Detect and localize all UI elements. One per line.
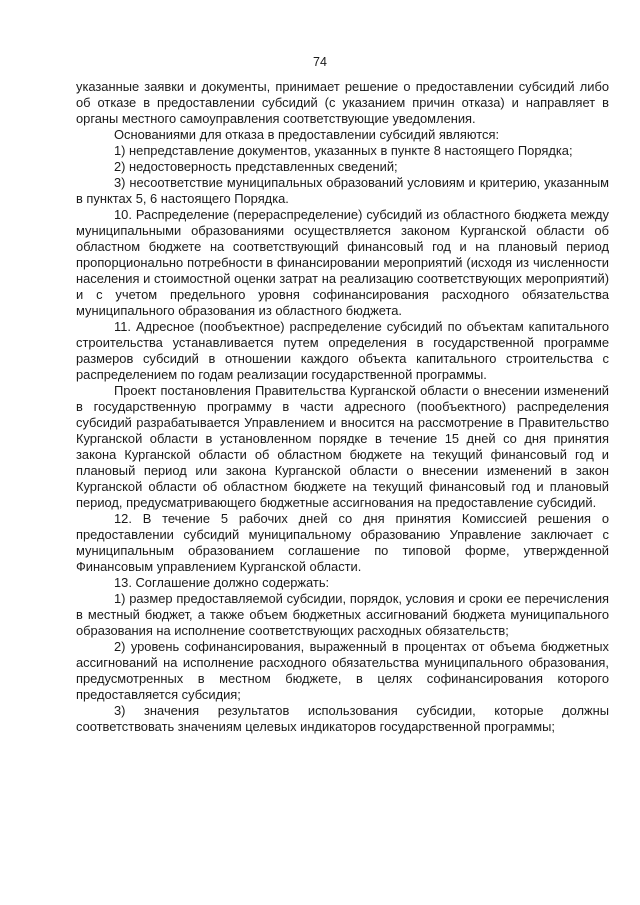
- paragraph-refusal-item-3: 3) несоответствие муниципальных образований условиям и критерию, указанным в пунктах 5, 6 настоящего Порядка.: [76, 175, 609, 206]
- paragraph-refusal-grounds: Основаниями для отказа в предоставлении субсидий являются:: [114, 127, 500, 142]
- paragraph-refusal-item-2: 2) недостоверность представленных сведений;: [114, 159, 398, 174]
- paragraph-clause-12: 12. В течение 5 рабочих дней со дня принятия Комиссией решения о предоставлении субсидий муниципальному образованию Управление заключает с муниципальным образованием соглашение по типовой форме, утвержденной Финансовым управлением Курганской области.: [76, 511, 609, 574]
- paragraph-refusal-item-1: 1) непредставление документов, указанных в пункте 8 настоящего Порядка;: [114, 143, 573, 158]
- page-number: 74: [313, 55, 327, 69]
- paragraph-clause-10: 10. Распределение (перераспределение) субсидий из областного бюджета между муниципальными образованиями осуществляется законом Курганской области об областном бюджете на соответствующий финансовый год и на плановый период пропорционально потребности в финансировании мероприятий (исходя из численности населения и стоимостной оценки затрат на реализацию соответствующих мероприятий) и с учетом предельного уровня софинансирования расходного обязательства муниципального образования из областного бюджета.: [76, 207, 609, 318]
- paragraph-agreement-item-3: 3) значения результатов использования субсидии, которые должны соответствовать значениям целевых индикаторов государственной программы;: [76, 703, 609, 734]
- paragraph-clause-11: 11. Адресное (пообъектное) распределение субсидий по объектам капитального строительства устанавливается путем определения в государственной программе размеров субсидий в отношении каждого объекта капитального строительства с распределением по годам реализации государственной программы.: [76, 319, 609, 382]
- paragraph-agreement-item-2: 2) уровень софинансирования, выраженный в процентах от объема бюджетных ассигнований на исполнение расходного обязательства муниципального образования, предусмотренных в местном бюджете, в целях софинансирования которого предоставляется субсидия;: [76, 639, 609, 702]
- document-body: [76, 79, 609, 735]
- paragraph-continuation: указанные заявки и документы, принимает решение о предоставлении субсидий либо об отказе в предоставлении субсидий (с указанием причин отказа) и направляет в органы местного самоуправления соответствующие уведомления.: [76, 79, 609, 126]
- paragraph-agreement-item-1: 1) размер предоставляемой субсидии, порядок, условия и сроки ее перечисления в местный бюджет, а также объем бюджетных ассигнований бюджета муниципального образования на исполнение соответствующих расходных обязательств;: [76, 591, 609, 638]
- paragraph-clause-13: 13. Соглашение должно содержать:: [114, 575, 330, 590]
- paragraph-draft-resolution: Проект постановления Правительства Курганской области о внесении изменений в государственную программу в части адресного (пообъектного) распределения субсидий разрабатывается Управлением и вносится на рассмотрение в Правительство Курганской области в установленном порядке в течение 15 дней со дня принятия закона Курганской области об областном бюджете на текущий финансовый год и плановый период или закона Курганской области о внесении изменений в закон Курганской области об областном бюджете на текущий финансовый год и плановый период, предусматривающего бюджетные ассигнования на предоставление субсидий.: [76, 383, 609, 510]
